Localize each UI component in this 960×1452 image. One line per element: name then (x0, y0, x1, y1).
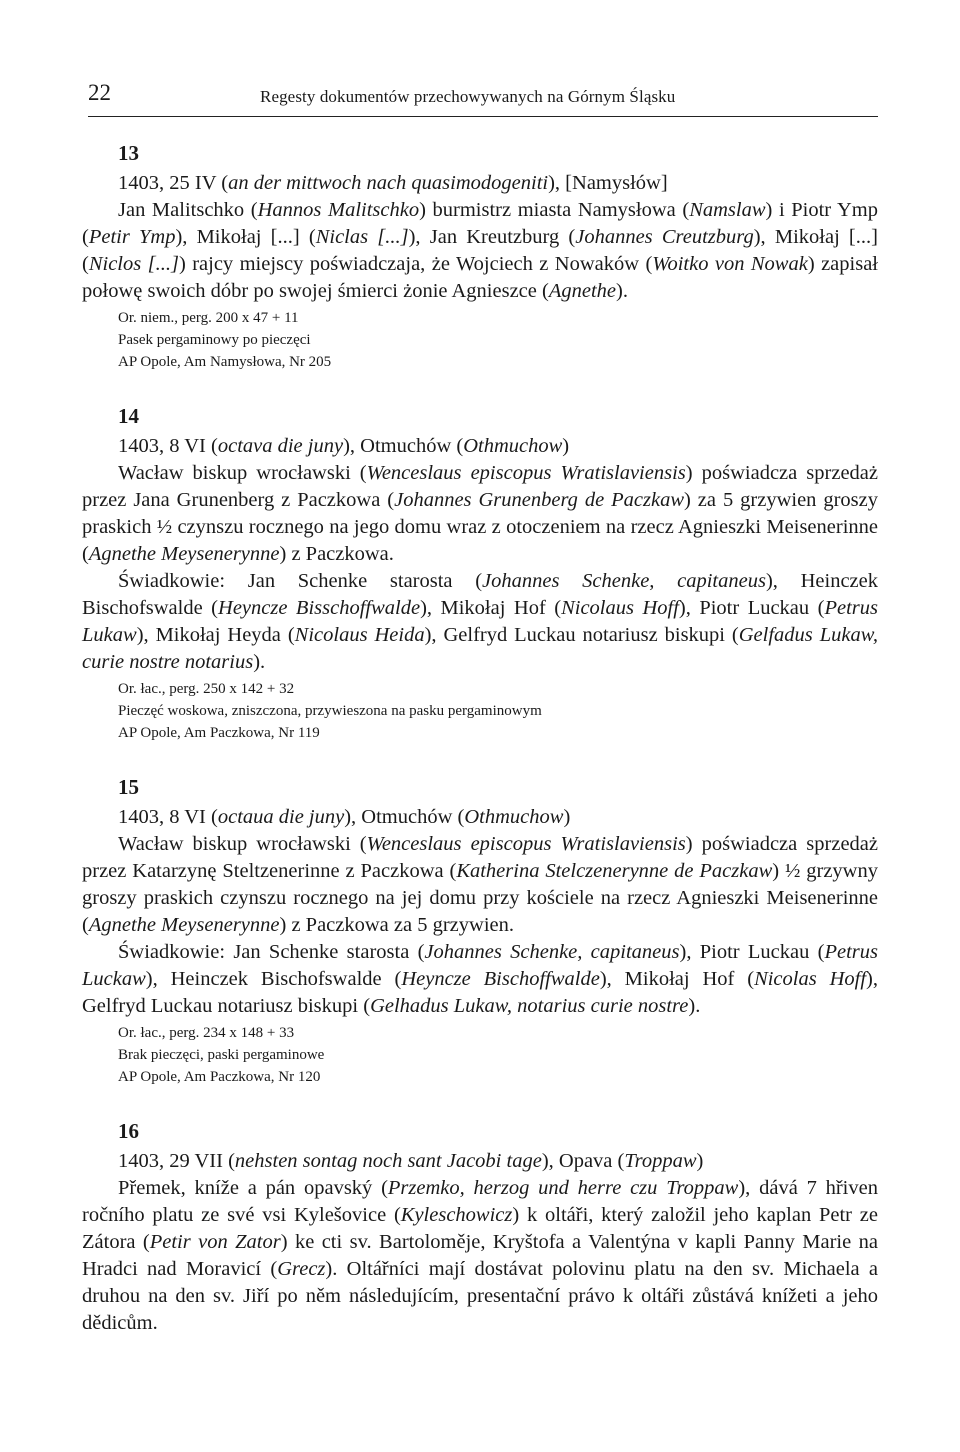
italic-text: Wenceslaus episcopus Wratislaviensis (366, 462, 686, 484)
entry-number: 13 (118, 141, 139, 165)
regesta-list (82, 140, 878, 1367)
entry-metadata (118, 307, 878, 373)
text-run: ), Gelfryd Luckau notariusz biskupi ( (82, 968, 878, 1017)
entry-paragraph (82, 197, 878, 305)
entry-date-line (118, 170, 878, 197)
italic-text: octaua die juny (217, 806, 345, 828)
text-run: ), Opava ( (541, 1150, 625, 1172)
italic-text: Petrus Lukaw (82, 597, 878, 646)
text-run: 1403, 29 VII ( (118, 1150, 235, 1172)
italic-text: Agnethe (548, 280, 616, 302)
italic-text: Petir Ymp (88, 226, 176, 248)
text-run: ) ke cti sv. Bartoloměje, Kryštofa a Valentýna v kapli Panny Marie na Hradci nad Moravicí ( (82, 1231, 878, 1280)
entry-number: 16 (118, 1119, 139, 1143)
text-run: ), Heinczek Bischofswalde ( (82, 570, 878, 619)
text-run: 1403, 8 VI ( (118, 806, 218, 828)
text-run: ) rajcy miejscy poświadczaja, że Wojciech z Nowaków ( (178, 253, 653, 275)
entry-date-line (118, 433, 878, 460)
metadata-line: Brak pieczęci, paski pergaminowe (118, 1047, 325, 1063)
italic-text: an der mittwoch nach quasimodogeniti (228, 172, 549, 194)
entry-paragraph (82, 568, 878, 676)
entry-number: 15 (118, 775, 139, 799)
metadata-line: AP Opole, Am Paczkowa, Nr 120 (118, 1069, 321, 1085)
italic-text: Niclas [...] (315, 226, 409, 248)
italic-text: Agnethe Meysenerynne (88, 543, 280, 565)
entry-paragraph (82, 460, 878, 568)
page-number: 22 (88, 80, 111, 105)
text-run: ). (688, 995, 701, 1017)
text-run: ) z Paczkowa. (279, 543, 394, 565)
text-run: ) zapisał połowę swoich dóbr po swojej śmierci żonie Agnieszce ( (82, 253, 878, 302)
italic-text: Othmuchow (463, 435, 563, 457)
text-run: ) ½ grzywny groszy praskich czynszu rocznego na jej domu przy kościele na rzecz Agnieszki Meisenerinne ( (82, 860, 878, 936)
italic-text: Agnethe Meysenerynne (88, 914, 280, 936)
text-run: ) (562, 435, 570, 457)
regest-entry (82, 1118, 878, 1337)
entry-paragraph (82, 831, 878, 939)
entry-paragraph (82, 1175, 878, 1337)
entry-metadata (118, 678, 878, 744)
italic-text: Namslaw (689, 199, 766, 221)
text-run: Jan Malitschko ( (118, 199, 258, 221)
italic-text: Katherina Stelczenerynne de Paczkaw (456, 860, 773, 882)
italic-text: Kyleschowicz (400, 1204, 513, 1226)
text-run: ). (616, 280, 628, 302)
text-run: ) (563, 806, 571, 828)
metadata-line: Or. łac., perg. 234 x 148 + 33 (118, 1025, 295, 1041)
italic-text: Gelfadus Lukaw, curie nostre notarius (82, 624, 878, 673)
italic-text: Troppaw (624, 1150, 697, 1172)
entry-date-line (118, 1148, 878, 1175)
text-run: ) (696, 1150, 704, 1172)
metadata-line: AP Opole, Am Paczkowa, Nr 119 (118, 725, 320, 741)
entry-metadata (118, 1022, 878, 1088)
italic-text: Nicolaus Hoff (561, 597, 679, 619)
text-run: ) i Piotr Ymp ( (82, 199, 878, 248)
italic-text: nehsten sontag noch sant Jacobi tage (234, 1150, 542, 1172)
italic-text: Wenceslaus episcopus Wratislaviensis (366, 833, 686, 855)
metadata-line: AP Opole, Am Namysłowa, Nr 205 (118, 354, 332, 370)
text-run: ) k oltáři, který založil jeho kaplan Petr ze Zátora ( (82, 1204, 878, 1253)
metadata-line: Or. łac., perg. 250 x 142 + 32 (118, 681, 295, 697)
text-run: ), [Namysłów] (548, 172, 668, 194)
text-run: Świadkowie: Jan Schenke starosta ( (118, 570, 483, 592)
regest-entry (82, 403, 878, 744)
entry-number: 14 (118, 404, 139, 428)
text-run: ), Heinczek Bischofswalde ( (145, 968, 402, 990)
italic-text: Johannes Schenke, capitaneus (424, 941, 680, 963)
italic-text: Johannes Schenke, capitaneus (482, 570, 766, 592)
text-run: Świadkowie: Jan Schenke starosta ( (118, 941, 425, 963)
text-run: ), Mikołaj Hof ( (599, 968, 755, 990)
text-run: ) za 5 grzywien groszy praskich ½ czynszu rocznego na jego domu wraz z otoczeniem na rzecz Agnieszki Meisenerinne ( (82, 489, 879, 565)
running-title: Regesty dokumentów przechowywanych na Górnym Śląsku (260, 87, 676, 106)
text-run: ), Mikołaj [...] ( (175, 226, 316, 248)
metadata-line: Pasek pergaminowy po pieczęci (118, 332, 311, 348)
italic-text: Heyncze Bisschoffwalde (218, 597, 421, 619)
text-run: ) poświadcza sprzedaż przez Katarzynę Steltzenerinne z Paczkowa ( (82, 833, 878, 882)
regest-entry (82, 140, 878, 373)
italic-text: Hannos Malitschko (257, 199, 420, 221)
metadata-line: Or. niem., perg. 200 x 47 + 11 (118, 310, 299, 326)
italic-text: Petrus Luckaw (82, 941, 878, 990)
text-run: ), Piotr Luckau ( (679, 941, 825, 963)
italic-text: octava die juny (217, 435, 344, 457)
text-run: ), dává 7 hřiven ročního platu ze své vsi Kylešovice ( (82, 1177, 878, 1226)
italic-text: Woitko von Nowak (652, 253, 808, 275)
text-run: ). Oltářníci mají dostávat polovinu platu na den sv. Michaela a druhou na den sv. Jiří po něm následujícím, presentační právo k oltáři zůstává knížeti a jeho dědicům. (82, 1258, 879, 1334)
entry-paragraph (82, 939, 878, 1020)
text-run: ), Mikołaj [...] ( (82, 226, 878, 275)
text-run: Wacław biskup wrocławski ( (118, 462, 367, 484)
metadata-line: Pieczęć woskowa, zniszczona, przywieszona na pasku pergaminowym (118, 703, 542, 719)
text-run: ), Piotr Luckau ( (678, 597, 825, 619)
text-run: ), Jan Kreutzburg ( (408, 226, 576, 248)
italic-text: Niclos [...] (88, 253, 179, 275)
italic-text: Othmuchow (464, 806, 564, 828)
entry-date-line (118, 804, 878, 831)
italic-text: Heyncze Bischoffwalde (401, 968, 600, 990)
text-run: ), Mikołaj Heyda ( (136, 624, 295, 646)
text-run: 1403, 25 IV ( (118, 172, 229, 194)
text-run: ) burmistrz miasta Namysłowa ( (419, 199, 690, 221)
page-header (88, 80, 878, 117)
text-run: ). (253, 651, 266, 673)
text-run: ), Otmuchów ( (344, 806, 465, 828)
regest-entry (82, 774, 878, 1088)
italic-text: Nicolaus Heida (294, 624, 425, 646)
text-run: 1403, 8 VI ( (118, 435, 218, 457)
text-run: Wacław biskup wrocławski ( (118, 833, 367, 855)
text-run: ) poświadcza sprzedaż przez Jana Grunenberg z Paczkowa ( (82, 462, 878, 511)
italic-text: Grecz (277, 1258, 326, 1280)
italic-text: Gelhadus Lukaw, notarius curie nostre (370, 995, 689, 1017)
italic-text: Przemko, herzog und herre czu Troppaw (387, 1177, 739, 1199)
text-run: Přemek, kníže a pán opavský ( (118, 1177, 388, 1199)
text-run: ), Mikołaj Hof ( (420, 597, 562, 619)
italic-text: Johannes Grunenberg de Paczkaw (394, 489, 685, 511)
text-run: ), Gelfryd Luckau notariusz biskupi ( (424, 624, 739, 646)
text-run: ), Otmuchów ( (343, 435, 464, 457)
italic-text: Nicolas Hoff (754, 968, 867, 990)
italic-text: Petir von Zator (149, 1231, 281, 1253)
italic-text: Johannes Creutzburg (575, 226, 754, 248)
text-run: ) z Paczkowa za 5 grzywien. (279, 914, 514, 936)
